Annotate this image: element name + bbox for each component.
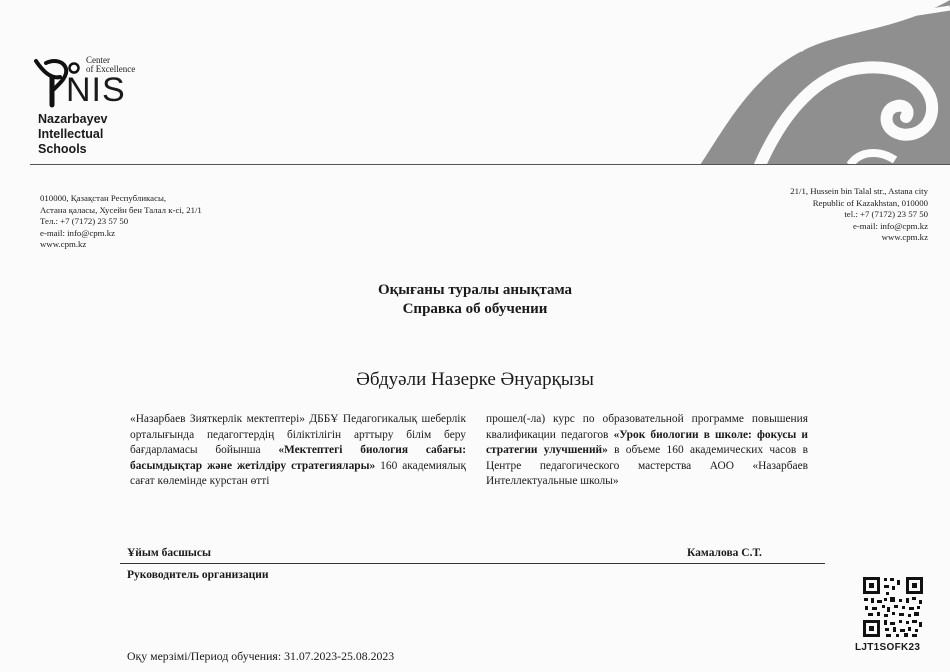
signature-line bbox=[120, 563, 825, 564]
qr-code-icon bbox=[862, 576, 924, 638]
signature-label-russian: Руководитель организации bbox=[127, 569, 269, 581]
decorative-swirl-icon bbox=[700, 0, 950, 165]
signature-label-kazakh: Ұйым басшысы bbox=[127, 547, 211, 559]
logo-subtitle: Nazarbayev Intellectual Schools bbox=[38, 112, 108, 156]
body-text-russian: прошел(-ла) курс по образовательной программе повышения квалификации педагогов «Урок биологии в школе: фокусы и стратегии улучшений» в объеме 160 академических часов в Центре педагогического мастерства АОО «Назарбаев Интеллектуальные школы» bbox=[486, 413, 808, 487]
recipient-full-name: Әбдуәли Назерке Әнуарқызы bbox=[356, 369, 594, 390]
logo-brand-text: NIS bbox=[66, 71, 126, 109]
body-text-kazakh: «Назарбаев Зияткерлік мектептері» ДББҰ Педагогикалық шеберлік орталығында педагогтердің біліктілігін арттыру білім беру бағдарламасы бойынша «Мектептегі биология сабағы: басымдықтар және жетілдіру стратегиялары» 160 академиялық сағат көлемінде курстан өтті bbox=[130, 413, 466, 487]
address-right: 21/1, Hussein bin Talal str., Astana city Republic of Kazakhstan, 010000 tel.: +7 (7172) 23 57 50 e-mail: info@cpm.kz www.cpm.kz bbox=[790, 186, 928, 242]
logo-center-of-excellence: Center of Excellence bbox=[86, 55, 136, 74]
signatory-name: Камалова С.Т. bbox=[687, 547, 762, 559]
training-period: Оқу мерзімі/Период обучения: 31.07.2023-25.08.2023 bbox=[127, 649, 395, 663]
document-code: LJT1SOFK23 bbox=[855, 642, 921, 653]
title-russian: Справка об обучении bbox=[402, 301, 548, 317]
address-left: 010000, Қазақстан Республикасы, Астана қаласы, Хусейн бен Талал к-сі, 21/1 Тел.: +7 (7172) 23 57 50 e-mail: info@cpm.kz www.cpm.kz bbox=[40, 193, 202, 249]
header-divider bbox=[30, 164, 950, 165]
title-kazakh: Оқығаны туралы анықтама bbox=[377, 282, 573, 298]
